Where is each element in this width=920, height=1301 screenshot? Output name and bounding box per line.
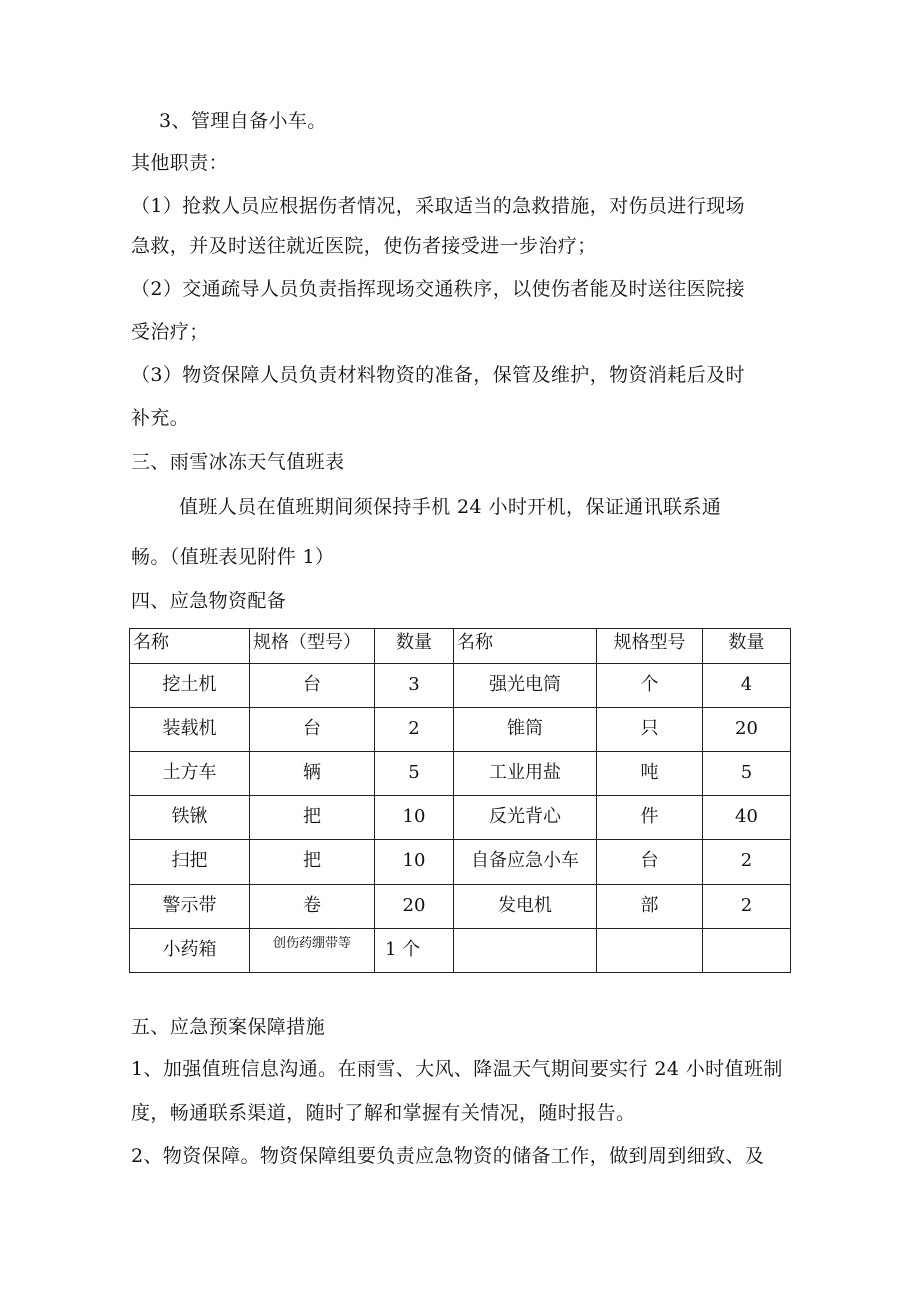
table-cell: 10: [375, 840, 454, 884]
table-cell: 2: [703, 840, 791, 884]
table-cell: 2: [375, 707, 454, 751]
table-cell: 扫把: [130, 840, 250, 884]
table-cell: 把: [250, 840, 375, 884]
table-row: [130, 840, 791, 884]
table-cell: 3: [375, 663, 454, 707]
table-cell: 20: [375, 884, 454, 928]
measure-1-line-1: 1、加强值班信息沟通。在雨雪、大风、降温天气期间要实行 24 小时值班制: [131, 1058, 783, 1080]
table-cell: 土方车: [130, 752, 250, 796]
table-cell: 创伤药绷带等: [250, 928, 375, 972]
header-spec-2: 规格型号: [597, 629, 703, 664]
duty-notice-line-2: 畅。（值班表见附件 1）: [131, 546, 335, 568]
table-row: [130, 884, 791, 928]
table-cell: 5: [375, 752, 454, 796]
header-name-2: 名称: [454, 629, 597, 664]
table-cell: 个: [597, 663, 703, 707]
duty-3-line-1: （3）物资保障人员负责材料物资的准备，保管及维护，物资消耗后及时: [131, 364, 745, 386]
table-cell: 4: [703, 663, 791, 707]
table-cell: 铁锹: [130, 796, 250, 840]
table-cell: 挖土机: [130, 663, 250, 707]
table-cell: 1 个: [375, 928, 454, 972]
table-row: [130, 796, 791, 840]
table-row: [130, 707, 791, 751]
section-4-heading: 四、应急物资配备: [131, 590, 287, 612]
duty-1-line-1: （1）抢救人员应根据伤者情况，采取适当的急救措施，对伤员进行现场: [131, 195, 745, 217]
other-duties-heading: 其他职责：: [131, 152, 229, 174]
table-cell: [597, 928, 703, 972]
table-cell: 2: [703, 884, 791, 928]
table-cell: 20: [703, 707, 791, 751]
duty-1-line-2: 急救，并及时送往就近医院，使伤者接受进一步治疗；: [131, 235, 597, 257]
table-cell: 台: [597, 840, 703, 884]
table-cell: [454, 928, 597, 972]
table-cell: 件: [597, 796, 703, 840]
duty-notice-line-1: 值班人员在值班期间须保持手机 24 小时开机，保证通讯联系通: [179, 496, 722, 518]
measure-2-line-1: 2、物资保障。物资保障组要负责应急物资的储备工作，做到周到细致、及: [131, 1145, 765, 1167]
table-cell: 发电机: [454, 884, 597, 928]
duty-2-line-1: （2）交通疏导人员负责指挥现场交通秩序，以使伤者能及时送往医院接: [131, 278, 745, 300]
table-cell: 锥筒: [454, 707, 597, 751]
table-cell: 40: [703, 796, 791, 840]
table-row: [130, 752, 791, 796]
table-cell: 吨: [597, 752, 703, 796]
table-cell: 警示带: [130, 884, 250, 928]
measure-1-line-2: 度，畅通联系渠道，随时了解和掌握有关情况，随时报告。: [131, 1102, 636, 1124]
duty-2-line-2: 受治疗；: [131, 321, 209, 343]
table-cell: 台: [250, 663, 375, 707]
table-row: [130, 928, 791, 972]
table-cell: 装载机: [130, 707, 250, 751]
table-cell: 部: [597, 884, 703, 928]
header-name: 名称: [130, 629, 250, 664]
table-cell: 工业用盐: [454, 752, 597, 796]
emergency-materials-table: [129, 628, 791, 973]
table-cell: 只: [597, 707, 703, 751]
table-row: [130, 663, 791, 707]
duty-3-line-2: 补充。: [131, 407, 190, 429]
header-quantity-2: 数量: [703, 629, 791, 664]
section-3-heading: 三、雨雪冰冻天气值班表: [131, 451, 345, 473]
table-cell: 5: [703, 752, 791, 796]
table-cell: 把: [250, 796, 375, 840]
table-cell: 台: [250, 707, 375, 751]
table-cell: 强光电筒: [454, 663, 597, 707]
table-cell: [703, 928, 791, 972]
table-cell: 小药箱: [130, 928, 250, 972]
table-cell: 辆: [250, 752, 375, 796]
header-quantity: 数量: [375, 629, 454, 664]
header-spec: 规格（型号）: [250, 629, 375, 664]
table-cell: 反光背心: [454, 796, 597, 840]
section-5-heading: 五、应急预案保障措施: [131, 1016, 326, 1038]
table-cell: 10: [375, 796, 454, 840]
paragraph-item-3: 3、管理自备小车。: [159, 110, 327, 132]
table-header-row: [130, 629, 791, 664]
table-cell: 自备应急小车: [454, 840, 597, 884]
table-cell: 卷: [250, 884, 375, 928]
